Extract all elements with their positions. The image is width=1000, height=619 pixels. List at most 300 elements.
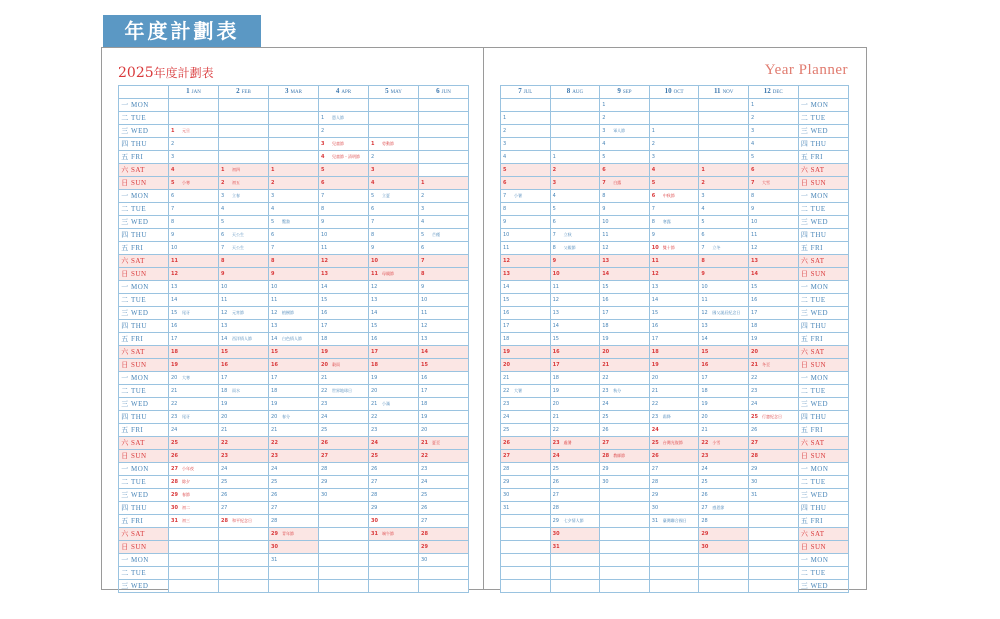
empty-cell [369, 99, 419, 112]
day-number: 2 [171, 140, 175, 147]
day-cell [419, 229, 469, 242]
month-header-mar [269, 86, 319, 99]
day-cell [550, 515, 600, 528]
day-number: 13 [371, 296, 378, 303]
weekday-label [798, 450, 848, 463]
day-number: 22 [171, 400, 178, 407]
day-number: 29 [602, 465, 609, 472]
day-number: 5 [503, 166, 507, 173]
day-number: 7 [602, 180, 606, 186]
weekday-label [119, 450, 169, 463]
day-cell [319, 385, 369, 398]
week-row [119, 151, 469, 164]
day-cell [748, 177, 798, 190]
day-cell [419, 294, 469, 307]
day-cell [600, 99, 650, 112]
weekday-cjk: 二 [800, 204, 809, 213]
day-number: 24 [421, 478, 428, 485]
day-cell [748, 359, 798, 372]
day-event: 除夕 [182, 479, 190, 484]
day-number: 30 [552, 530, 560, 537]
day-number: 10 [503, 231, 510, 238]
day-cell [219, 203, 269, 216]
day-number: 1 [651, 127, 655, 134]
day-number: 5 [221, 218, 225, 225]
day-number: 16 [271, 361, 278, 368]
empty-cell [649, 112, 699, 125]
day-cell [269, 294, 319, 307]
day-cell [600, 151, 650, 164]
day-cell [319, 216, 369, 229]
empty-cell [219, 580, 269, 593]
weekday-cjk: 五 [121, 152, 129, 161]
day-cell [748, 242, 798, 255]
day-number: 28 [171, 479, 178, 485]
day-number: 15 [503, 296, 510, 303]
day-number: 17 [221, 374, 228, 381]
empty-cell [219, 554, 269, 567]
day-cell [169, 229, 219, 242]
day-cell [748, 476, 798, 489]
day-number: 6 [552, 218, 556, 225]
weekday-en: THU [810, 503, 827, 512]
day-number: 18 [371, 361, 378, 368]
day-cell [600, 476, 650, 489]
day-number: 8 [171, 218, 175, 225]
day-cell [169, 476, 219, 489]
day-cell [649, 476, 699, 489]
weekday-label [119, 398, 169, 411]
day-number: 23 [602, 388, 609, 394]
day-number: 30 [701, 543, 709, 550]
day-cell [649, 229, 699, 242]
weekday-cjk: 三 [800, 308, 809, 317]
day-event: 春節 [182, 492, 190, 497]
empty-cell [219, 112, 269, 125]
day-number: 18 [221, 388, 228, 394]
weekday-label [798, 255, 848, 268]
weekday-en: TUE [810, 386, 826, 395]
day-cell [369, 281, 419, 294]
week-row [119, 567, 469, 580]
day-number: 2 [552, 166, 557, 173]
day-cell [501, 281, 551, 294]
empty-cell [649, 528, 699, 541]
day-cell [699, 190, 749, 203]
day-number: 14 [503, 283, 510, 290]
day-number: 15 [421, 361, 428, 368]
day-event: 大雪 [761, 180, 770, 185]
day-cell [699, 320, 749, 333]
day-number: 22 [371, 413, 378, 420]
day-event: 小雪 [712, 440, 721, 445]
week-row [501, 437, 849, 450]
week-row [501, 346, 849, 359]
weekday-label [798, 242, 848, 255]
weekday-label [798, 268, 848, 281]
day-number: 5 [171, 180, 175, 186]
day-number: 27 [701, 505, 708, 511]
week-row [501, 528, 849, 541]
day-number: 20 [271, 414, 278, 420]
day-number: 18 [602, 322, 609, 329]
day-number: 1 [271, 166, 275, 173]
week-row [501, 489, 849, 502]
weekday-cjk: 三 [800, 217, 809, 226]
day-number: 3 [701, 192, 705, 199]
week-row [501, 541, 849, 554]
week-row [119, 502, 469, 515]
empty-cell [501, 567, 551, 580]
empty-cell [748, 554, 798, 567]
weekday-label [119, 203, 169, 216]
day-cell [550, 463, 600, 476]
week-row [501, 255, 849, 268]
week-row [119, 489, 469, 502]
day-event: 感恩節 [712, 505, 725, 510]
day-cell [699, 398, 749, 411]
weekday-en: SUN [810, 178, 827, 187]
day-number: 6 [421, 244, 425, 251]
day-number: 25 [371, 452, 378, 459]
day-event: 青年節 [282, 531, 294, 536]
day-cell [369, 437, 419, 450]
day-number: 6 [221, 232, 225, 238]
day-number: 27 [552, 491, 559, 498]
weekday-cjk: 二 [121, 477, 129, 486]
day-number: 21 [221, 426, 228, 433]
day-event: 元旦 [182, 128, 190, 133]
weekday-en: SAT [810, 347, 825, 356]
day-cell [501, 112, 551, 125]
day-number: 29 [651, 491, 659, 498]
weekday-en: THU [131, 321, 147, 330]
day-number: 21 [321, 374, 328, 381]
week-row [501, 567, 849, 580]
weekday-en: SUN [131, 542, 147, 551]
empty-cell [269, 580, 319, 593]
day-cell [501, 125, 551, 138]
day-number: 10 [750, 218, 758, 225]
weekday-cjk: 一 [121, 373, 129, 382]
day-number: 23 [171, 414, 178, 420]
week-row [119, 515, 469, 528]
empty-cell [501, 541, 551, 554]
day-number: 11 [171, 257, 178, 264]
week-row [501, 125, 849, 138]
weekday-cjk: 四 [121, 503, 129, 512]
day-event: 植樹節 [282, 310, 294, 315]
month-header-feb [219, 86, 269, 99]
day-cell [649, 281, 699, 294]
day-event: 立冬 [712, 245, 721, 250]
weekday-label [119, 177, 169, 190]
day-cell [169, 203, 219, 216]
day-cell [748, 463, 798, 476]
weekday-en: TUE [810, 568, 826, 577]
day-number: 12 [651, 270, 659, 277]
day-number: 26 [421, 504, 428, 511]
day-cell [319, 229, 369, 242]
month-header-jun [419, 86, 469, 99]
weekday-en: MON [131, 555, 149, 564]
empty-cell [219, 151, 269, 164]
day-cell [269, 502, 319, 515]
day-cell [649, 125, 699, 138]
empty-cell [699, 567, 749, 580]
day-number: 7 [750, 180, 755, 186]
day-number: 28 [701, 517, 708, 524]
weekday-cjk: 一 [800, 282, 809, 291]
day-cell [269, 203, 319, 216]
day-event: 白露 [613, 180, 622, 185]
empty-cell [369, 554, 419, 567]
day-number: 2 [271, 179, 275, 186]
day-number: 20 [701, 413, 708, 420]
day-number: 15 [701, 348, 709, 355]
day-cell [369, 372, 419, 385]
weekday-label [119, 541, 169, 554]
day-number: 9 [421, 283, 425, 290]
week-row [119, 463, 469, 476]
day-cell [699, 359, 749, 372]
day-number: 6 [750, 166, 755, 173]
day-number: 13 [750, 257, 758, 264]
day-number: 30 [421, 556, 428, 563]
empty-cell [169, 541, 219, 554]
week-row [119, 320, 469, 333]
weekday-cjk: 日 [800, 178, 809, 187]
empty-cell [600, 515, 650, 528]
day-cell [699, 489, 749, 502]
day-number: 7 [701, 245, 705, 251]
day-cell [501, 424, 551, 437]
day-cell [269, 190, 319, 203]
month-header-row [119, 86, 469, 99]
day-number: 17 [602, 309, 609, 316]
weekday-label [119, 333, 169, 346]
day-cell [169, 502, 219, 515]
day-number: 17 [552, 361, 560, 368]
day-number: 31 [171, 518, 178, 524]
day-number: 20 [371, 387, 378, 394]
day-cell [649, 515, 699, 528]
day-number: 7 [321, 192, 325, 199]
day-number: 17 [171, 335, 178, 342]
weekday-label [798, 372, 848, 385]
day-cell [269, 385, 319, 398]
weekday-en: MON [131, 191, 149, 200]
day-cell [169, 138, 219, 151]
day-number: 10 [421, 296, 428, 303]
day-number: 15 [221, 348, 228, 355]
day-cell [319, 359, 369, 372]
week-row [119, 125, 469, 138]
day-number: 14 [750, 270, 758, 277]
weekday-cjk: 五 [121, 243, 129, 252]
weekday-cjk: 五 [800, 334, 809, 343]
day-cell [419, 437, 469, 450]
weekday-cjk: 一 [800, 555, 809, 564]
week-row [501, 216, 849, 229]
day-number: 6 [371, 205, 375, 212]
day-number: 13 [602, 257, 610, 264]
weekday-label [119, 554, 169, 567]
day-number: 1 [503, 114, 507, 121]
empty-cell [319, 528, 369, 541]
day-cell [600, 177, 650, 190]
weekday-en: THU [131, 503, 147, 512]
day-number: 1 [701, 166, 705, 173]
day-cell [748, 281, 798, 294]
weekday-label [798, 229, 848, 242]
day-cell [748, 411, 798, 424]
day-cell [748, 424, 798, 437]
day-cell [501, 177, 551, 190]
weekday-en: MON [810, 555, 829, 564]
day-number: 30 [503, 491, 510, 498]
weekday-en: TUE [810, 295, 826, 304]
day-cell [369, 528, 419, 541]
month-header-jul [501, 86, 551, 99]
weekday-label [798, 554, 848, 567]
day-cell [269, 307, 319, 320]
week-row [119, 346, 469, 359]
day-cell [550, 437, 600, 450]
weekday-label [798, 476, 848, 489]
day-event: 行憲紀念日 [761, 414, 782, 419]
weekday-cjk: 四 [121, 230, 129, 239]
day-event: 七夕情人節 [563, 518, 584, 523]
week-row [119, 294, 469, 307]
day-cell [269, 359, 319, 372]
day-cell [550, 333, 600, 346]
day-cell [699, 476, 749, 489]
day-event: 寒露 [662, 219, 671, 224]
weekday-en: SUN [131, 360, 147, 369]
weekday-en: FRI [810, 243, 823, 252]
day-number: 29 [271, 531, 278, 537]
weekday-label [119, 567, 169, 580]
day-cell [369, 255, 419, 268]
weekday-label [798, 580, 848, 593]
day-cell [369, 164, 419, 177]
weekday-en: SAT [131, 165, 145, 174]
weekday-en: TUE [131, 113, 147, 122]
day-number: 24 [701, 465, 708, 472]
day-number: 9 [371, 244, 375, 251]
week-row [119, 411, 469, 424]
day-cell [748, 307, 798, 320]
day-event: 尾牙 [182, 414, 190, 419]
day-cell [369, 294, 419, 307]
empty-cell [219, 541, 269, 554]
day-cell [169, 437, 219, 450]
right-page-title: Year Planner [764, 62, 848, 78]
week-row [119, 554, 469, 567]
week-row [501, 502, 849, 515]
day-number: 11 [602, 231, 609, 238]
day-number: 13 [171, 283, 178, 290]
day-cell [550, 242, 600, 255]
weekday-label [798, 320, 848, 333]
empty-cell [219, 138, 269, 151]
day-number: 23 [651, 414, 659, 420]
day-number: 6 [171, 192, 175, 199]
day-event: 世界地球日 [332, 388, 352, 393]
day-number: 31 [651, 518, 659, 524]
week-row [119, 528, 469, 541]
month-header-sep [600, 86, 650, 99]
weekday-en: SAT [810, 165, 825, 174]
day-number: 16 [503, 309, 510, 316]
empty-cell [269, 151, 319, 164]
day-cell [501, 372, 551, 385]
day-number: 12 [421, 322, 428, 329]
week-row [501, 164, 849, 177]
day-cell [319, 333, 369, 346]
day-number: 6 [651, 193, 656, 199]
day-number: 5 [651, 179, 656, 186]
day-number: 8 [750, 192, 755, 199]
day-number: 14 [552, 322, 559, 329]
day-cell [169, 190, 219, 203]
day-cell [501, 489, 551, 502]
weekday-cjk: 日 [800, 360, 809, 369]
day-cell [550, 216, 600, 229]
day-number: 20 [221, 413, 228, 420]
weekday-cjk: 日 [800, 542, 809, 551]
day-number: 29 [701, 530, 709, 537]
day-number: 26 [371, 465, 378, 472]
day-number: 4 [602, 140, 606, 147]
day-cell [501, 138, 551, 151]
day-number: 4 [701, 205, 705, 212]
day-event: 小滿 [382, 401, 390, 406]
day-event: 兒童節 [332, 141, 344, 146]
day-cell [419, 463, 469, 476]
weekday-en: WED [131, 308, 149, 317]
day-cell [649, 268, 699, 281]
weekday-label [798, 177, 848, 190]
day-cell [501, 320, 551, 333]
day-cell [699, 216, 749, 229]
weekday-label [798, 333, 848, 346]
day-cell [219, 502, 269, 515]
day-number: 11 [701, 296, 708, 303]
day-event: 春分 [282, 414, 290, 419]
day-event: 雨水 [232, 388, 240, 393]
weekday-cjk: 六 [121, 438, 129, 447]
day-number: 19 [171, 361, 178, 368]
day-number: 3 [271, 192, 275, 199]
day-number: 19 [221, 400, 228, 407]
day-number: 14 [171, 296, 178, 303]
day-cell [419, 242, 469, 255]
weekday-cjk: 三 [121, 217, 129, 226]
day-number: 22 [321, 388, 328, 394]
day-cell [600, 294, 650, 307]
day-number: 27 [221, 504, 228, 511]
day-cell [169, 515, 219, 528]
day-cell [219, 294, 269, 307]
day-number: 1 [750, 101, 755, 108]
weekday-label [119, 359, 169, 372]
day-cell [699, 229, 749, 242]
empty-cell [269, 125, 319, 138]
day-cell [649, 177, 699, 190]
day-cell [369, 242, 419, 255]
